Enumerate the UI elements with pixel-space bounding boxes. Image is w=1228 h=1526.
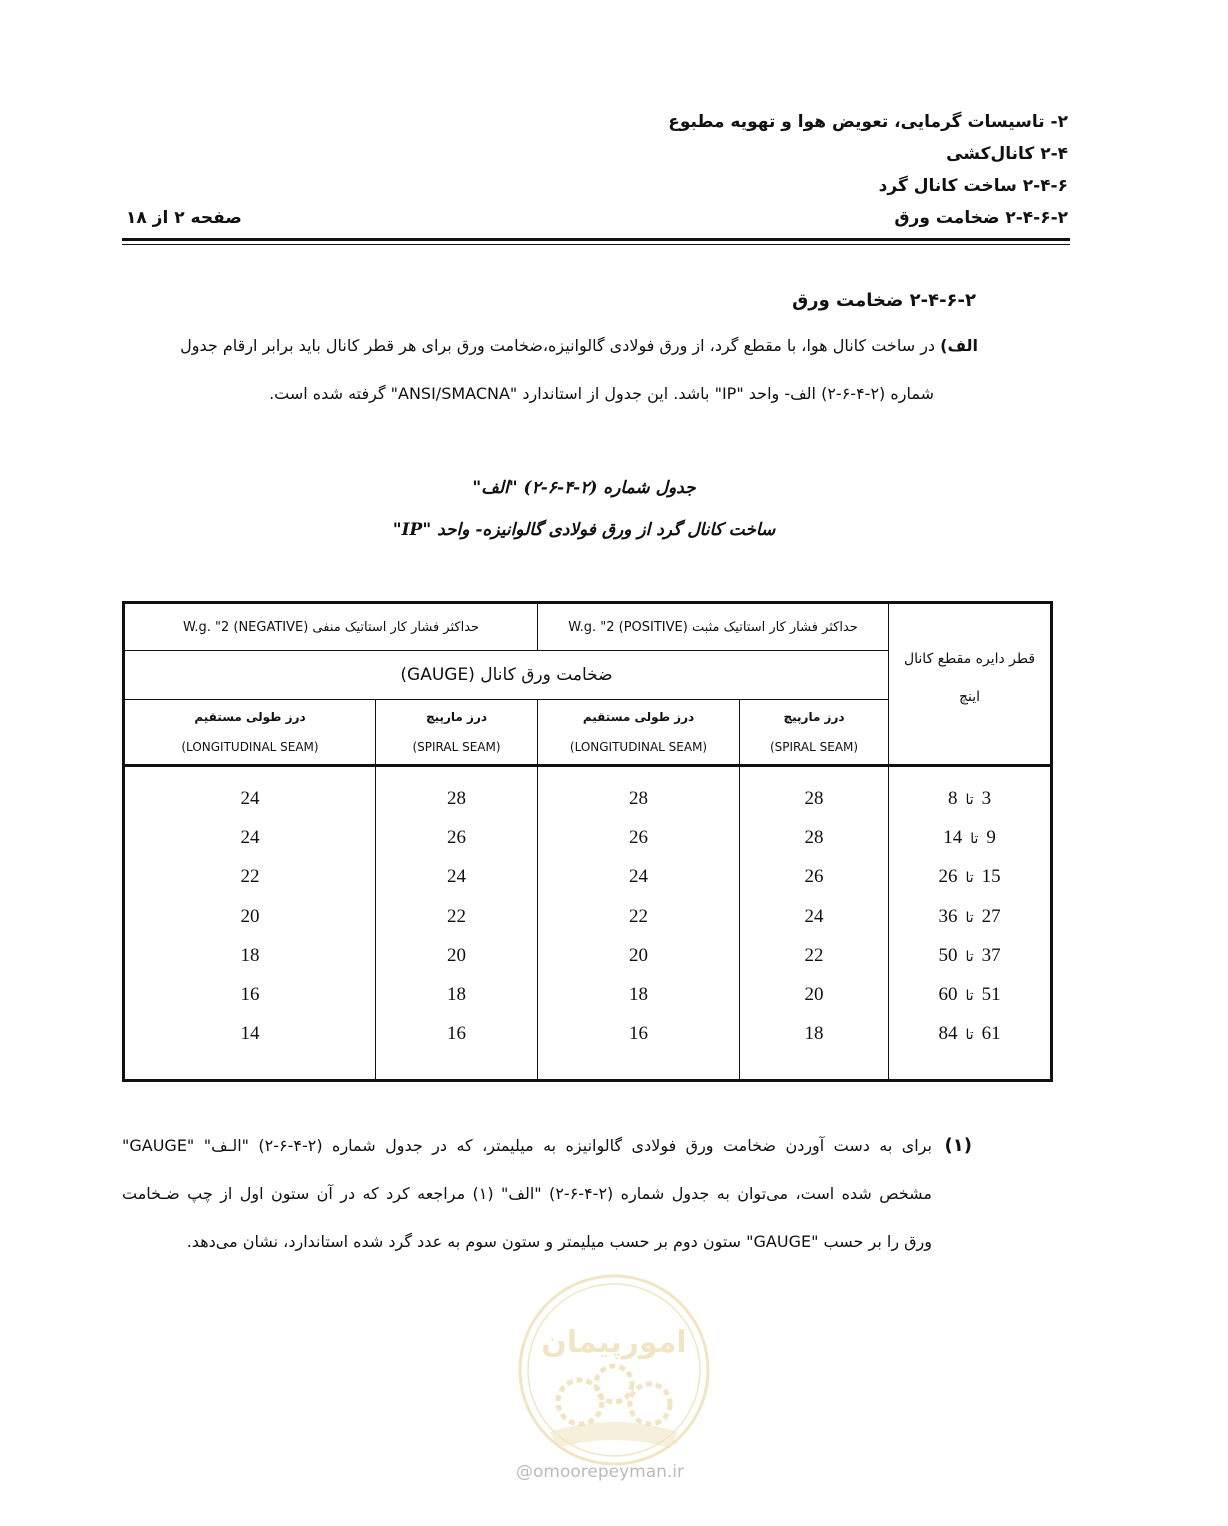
negative-pressure-header: حداکثر فشار کار استاتیک منفی (NEGATIVE) W.g. "2: [124, 603, 538, 651]
pos-spiral-fa: درز مارپیچ: [783, 710, 845, 724]
paragraph-line-2: شماره (۲-۴-۶-۲) الف- واحد "IP" باشد. این جدول از استاندارد "ANSI/SMACNA" گرفته شده است.: [269, 384, 934, 403]
table-cell: 16: [240, 983, 260, 1005]
neg-longitudinal-column: [124, 766, 376, 1081]
table-cell: 24: [240, 827, 260, 849]
table-caption-number: جدول شماره (۲-۴-۶-۲) "الف": [472, 478, 696, 498]
table-cell: 28: [804, 788, 824, 809]
section-title: ۲-۴-۶-۲ ضخامت ورق: [792, 290, 976, 311]
table-cell: 18: [447, 983, 466, 1005]
paragraph-line-1: [122, 336, 978, 355]
header-line-2: ۲-۴ کانال‌کشی: [946, 144, 1068, 164]
diameter-range: 36 تا 27: [938, 905, 1001, 927]
watermark-text: امورپیمان: [541, 1325, 687, 1360]
pos-longitudinal-fa: درز طولی مستقیم: [582, 710, 695, 724]
diameter-header-title: قطر دایره مقطع کانال: [903, 651, 1036, 667]
table-cell: 26: [804, 866, 824, 888]
table-cell: 22: [629, 905, 649, 927]
footnote-mark: (۱): [944, 1135, 972, 1156]
header-line-4: ۲-۴-۶-۲ ضخامت ورق: [894, 208, 1068, 228]
table-cell: 22: [240, 866, 260, 888]
table-cell: 16: [447, 1023, 466, 1045]
table-cell: 20: [804, 983, 824, 1005]
neg-spiral-header: [376, 700, 538, 766]
pos-longitudinal-header: [538, 700, 740, 766]
table-caption-title: ساخت کانال گرد از ورق فولادی گالوانیزه- واحد "IP": [392, 520, 776, 540]
table-cell: 24: [804, 905, 824, 927]
table-cell: 24: [447, 866, 466, 888]
gauge-header: ضخامت ورق کانال (GAUGE): [124, 651, 889, 700]
diameter-header-unit: اینچ: [959, 689, 981, 705]
paragraph-label: الف): [940, 336, 978, 355]
pos-spiral-column: [740, 766, 889, 1081]
neg-spiral-en: (SPIRAL SEAM): [412, 740, 501, 754]
header-line-1: ۲- تاسیسات گرمایی، تعویض هوا و تهویه مطبوع: [668, 112, 1068, 132]
table-cell: 14: [240, 1023, 260, 1045]
diameter-range: 26 تا 15: [938, 866, 1001, 888]
header-rule-thick: [122, 238, 1070, 241]
footnote-line-2: مشخص شده است، می‌توان به جدول شماره (۲-۴-۶-۲) "الف" (۱) مراجعه کرد که در آن ستون اول از چپ ضـخامت: [122, 1184, 932, 1203]
pos-longitudinal-en: (LONGITUDINAL SEAM): [569, 740, 708, 754]
table-cell: 28: [629, 788, 649, 809]
table-cell: 24: [629, 866, 649, 888]
paragraph-text-1: در ساخت کانال هوا، با مقطع گرد، از ورق فولادی گالوانیزه،ضخامت ورق برای هر قطر کانال باید برابر ارقام جدول: [180, 336, 936, 355]
diameter-range: 84 تا 61: [938, 1023, 1001, 1045]
watermark-logo: [510, 1272, 718, 1468]
table-cell: 28: [804, 827, 824, 849]
table-cell: 20: [447, 944, 466, 966]
table-cell: 26: [629, 827, 649, 849]
header-line-3: ۲-۴-۶ ساخت کانال گرد: [878, 176, 1068, 196]
header-rule-thin: [122, 244, 1070, 245]
gauge-table: [122, 601, 1053, 1082]
footnote-line-3: ورق را بر حسب "GAUGE" ستون دوم بر حسب میلیمتر و ستون سوم به عدد گرد شده استاندارد، نشان می‌دهد.: [186, 1232, 932, 1251]
diameter-column: [889, 766, 1052, 1081]
watermark-url: @omoorepeyman.ir: [516, 1462, 685, 1482]
diameter-range: 14 تا 9: [943, 827, 996, 849]
page-number: صفحه ۲ از ۱۸: [126, 208, 242, 228]
neg-longitudinal-header: [124, 700, 376, 766]
table-cell: 18: [629, 983, 649, 1005]
neg-longitudinal-fa: درز طولی مستقیم: [194, 710, 306, 724]
table-cell: 22: [804, 944, 824, 966]
diameter-header: [889, 603, 1052, 766]
diameter-range: 60 تا 51: [938, 983, 1001, 1005]
neg-spiral-column: [376, 766, 538, 1081]
pos-spiral-en: (SPIRAL SEAM): [769, 740, 859, 754]
table-cell: 26: [447, 827, 466, 849]
pos-longitudinal-column: [538, 766, 740, 1081]
table-cell: 20: [240, 905, 260, 927]
positive-pressure-header: حداکثر فشار کار استاتیک مثبت (POSITIVE) W.g. "2: [538, 603, 889, 651]
neg-longitudinal-en: (LONGITUDINAL SEAM): [181, 740, 319, 754]
table-cell: 24: [240, 788, 260, 809]
table-cell: 18: [804, 1023, 824, 1045]
table-cell: 22: [447, 905, 466, 927]
diameter-range: 8 تا 3: [947, 788, 992, 809]
diameter-range: 50 تا 37: [938, 944, 1001, 966]
neg-spiral-fa: درز مارپیچ: [425, 710, 488, 724]
footnote-line-1: برای به دست آوردن ضخامت ورق فولادی گالوانیزه به میلیمتر، که در جدول شماره (۲-۴-۶-۲) "الـف" "GAUGE": [122, 1136, 933, 1155]
pos-spiral-header: [740, 700, 889, 766]
table-cell: 28: [447, 788, 466, 809]
table-cell: 18: [240, 944, 260, 966]
table-cell: 16: [629, 1023, 649, 1045]
table-cell: 20: [629, 944, 649, 966]
